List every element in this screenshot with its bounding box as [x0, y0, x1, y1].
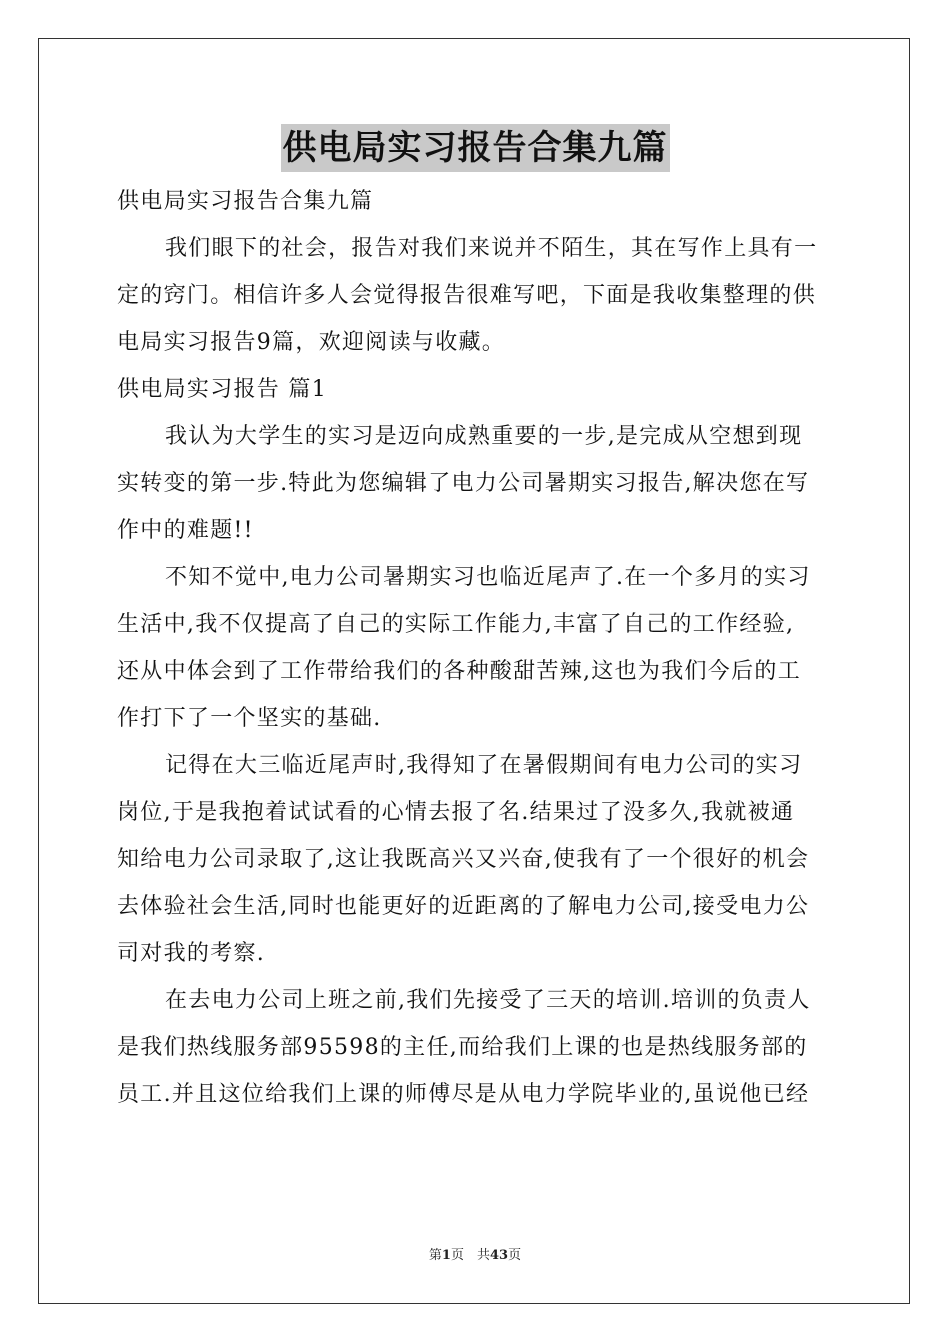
text-line: 不知不觉中,电力公司暑期实习也临近尾声了.在一个多月的实习: [165, 565, 811, 590]
text-line: 是我们热线服务部95598的主任,而给我们上课的也是热线服务部的: [117, 1035, 808, 1060]
text-line: 我们眼下的社会，报告对我们来说并不陌生，其在写作上具有一: [165, 236, 818, 261]
text-line: 供电局实习报告 篇1: [117, 377, 327, 402]
text-line: 电局实习报告9篇，欢迎阅读与收藏。: [117, 330, 506, 355]
footer-page-mid: 页 共: [450, 1248, 490, 1263]
text-line: 实转变的第一步.特此为您编辑了电力公司暑期实习报告,解决您在写: [117, 471, 810, 496]
text-line: 在去电力公司上班之前,我们先接受了三天的培训.培训的负责人: [165, 988, 811, 1013]
text-line: 知给电力公司录取了,这让我既高兴又兴奋,使我有了一个很好的机会: [117, 847, 810, 872]
text-line: 岗位,于是我抱着试试看的心情去报了名.结果过了没多久,我就被通: [117, 800, 795, 825]
footer-page-total: 43: [489, 1248, 509, 1263]
page-footer: [0, 1244, 950, 1263]
text-line: 作打下了一个坚实的基础.: [117, 706, 382, 731]
text-line: 我认为大学生的实习是迈向成熟重要的一步,是完成从空想到现: [165, 424, 803, 449]
text-line: 供电局实习报告合集九篇: [117, 189, 374, 214]
text-line: 员工.并且这位给我们上课的师傅尽是从电力学院毕业的,虽说他已经: [117, 1082, 810, 1107]
footer-page-prefix: 第: [428, 1248, 442, 1263]
document-body: [117, 178, 835, 1118]
text-line: 记得在大三临近尾声时,我得知了在暑假期间有电力公司的实习: [165, 753, 803, 778]
text-line: 去体验社会生活,同时也能更好的近距离的了解电力公司,接受电力公: [117, 894, 810, 919]
text-line: 作中的难题!!: [117, 518, 254, 543]
text-line: 生活中,我不仅提高了自己的实际工作能力,丰富了自己的工作经验,: [117, 612, 795, 637]
document-title: 供电局实习报告合集九篇: [281, 124, 670, 172]
footer-page-current: 1: [441, 1248, 451, 1263]
title-container: [0, 124, 950, 172]
text-line: 还从中体会到了工作带给我们的各种酸甜苦辣,这也为我们今后的工: [117, 659, 801, 684]
text-line: 定的窍门。相信许多人会觉得报告很难写吧，下面是我收集整理的供: [117, 283, 817, 308]
footer-page-suffix: 页: [508, 1248, 522, 1263]
text-line: 司对我的考察.: [117, 941, 266, 966]
